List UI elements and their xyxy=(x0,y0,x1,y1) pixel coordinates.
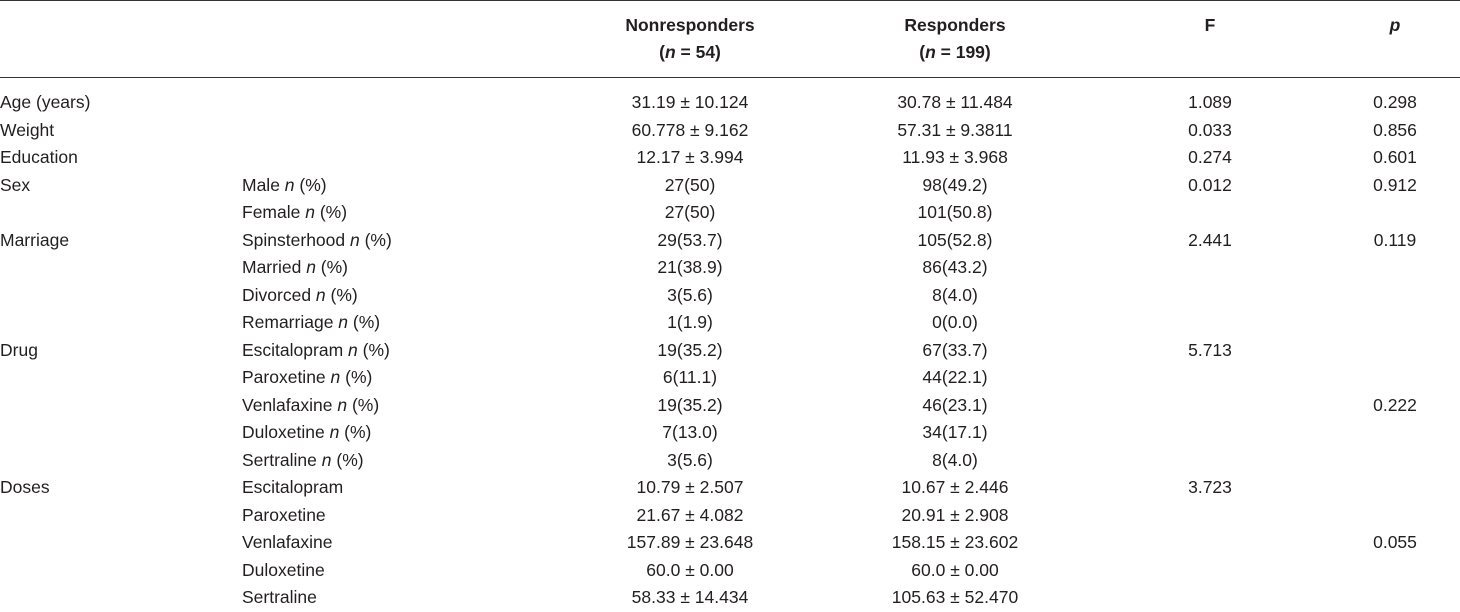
row-p-value: 0.856 xyxy=(1373,119,1417,140)
row-subcategory-n: n xyxy=(305,202,315,222)
header-responders-n-label: n xyxy=(925,42,936,62)
row-responders-value: 105(52.8) xyxy=(917,229,993,250)
row-subcategory-label: Female xyxy=(242,202,306,222)
row-nonresponders-value: 31.19 ± 10.124 xyxy=(631,92,749,112)
row-responders-value: 105.63 ± 52.470 xyxy=(891,587,1019,607)
row-responders-value: 34(17.1) xyxy=(922,422,988,442)
table-row xyxy=(0,172,1460,200)
row-subcategory xyxy=(242,172,542,199)
row-nonresponders-value: 1(1.9) xyxy=(667,312,713,332)
row-nonresponders-value: 27(50) xyxy=(664,174,716,195)
row-nonresponders-value: 3(5.6) xyxy=(667,449,713,470)
row-responders-value: 98(49.2) xyxy=(922,174,988,195)
row-nonresponders-value: 19(35.2) xyxy=(657,394,723,415)
row-subcategory-label: Sertraline xyxy=(242,449,322,470)
row-subcategory-label: Paroxetine xyxy=(242,504,326,525)
row-responders-value: 0(0.0) xyxy=(932,312,978,332)
row-responders-value: 60.0 ± 0.00 xyxy=(911,559,999,580)
row-nonresponders-value: 27(50) xyxy=(664,202,716,222)
table-row xyxy=(0,364,1460,392)
header-responders xyxy=(805,12,1105,66)
header-p-label: p xyxy=(1389,15,1401,35)
header-f: F xyxy=(1204,15,1216,35)
header-responders-title: Responders xyxy=(904,15,1006,35)
table-row xyxy=(0,529,1460,557)
row-subcategory xyxy=(242,227,542,254)
row-responders-value: 8(4.0) xyxy=(932,284,978,305)
header-row xyxy=(0,12,1460,72)
row-subcategory-label: Spinsterhood xyxy=(242,229,350,250)
row-subcategory-n: n xyxy=(306,257,316,277)
row-responders-value: 57.31 ± 9.3811 xyxy=(897,119,1013,140)
row-nonresponders-value: 21.67 ± 4.082 xyxy=(636,504,744,525)
row-p-value: 0.119 xyxy=(1373,229,1417,250)
header-responders-n-value: = 199) xyxy=(935,42,991,62)
header-nonresponders-n-value: = 54) xyxy=(675,42,721,62)
table-body xyxy=(0,89,1460,612)
row-subcategory-n: n xyxy=(329,422,340,442)
table-row xyxy=(0,89,1460,117)
table-row xyxy=(0,282,1460,310)
row-f-value: 0.012 xyxy=(1188,174,1232,195)
row-subcategory-n: n xyxy=(348,339,358,360)
row-subcategory-label: Remarriage xyxy=(242,312,339,332)
row-subcategory-label: Venlafaxine xyxy=(242,532,333,552)
row-subcategory-pct: (%) xyxy=(348,312,381,332)
row-category: Weight xyxy=(0,119,55,140)
row-subcategory-pct: (%) xyxy=(357,339,390,360)
row-responders-value: 101(50.8) xyxy=(917,202,993,222)
row-category: Doses xyxy=(0,477,50,497)
row-responders-value: 11.93 ± 3.968 xyxy=(902,147,1008,167)
row-f-value: 5.713 xyxy=(1188,339,1232,360)
header-nonresponders-n: (n = 54) xyxy=(659,42,721,62)
row-subcategory xyxy=(242,502,542,529)
row-subcategory-label: Male xyxy=(242,174,285,195)
row-subcategory-pct: (%) xyxy=(331,449,364,470)
row-subcategory xyxy=(242,309,542,336)
row-nonresponders-value: 19(35.2) xyxy=(657,339,723,360)
table-row xyxy=(0,502,1460,530)
row-category: Marriage xyxy=(0,229,70,250)
header-rule xyxy=(0,77,1460,78)
row-responders-value: 8(4.0) xyxy=(932,449,978,470)
row-subcategory-label: Sertraline xyxy=(242,587,317,607)
table-row xyxy=(0,254,1460,282)
header-nonresponders xyxy=(540,12,840,66)
row-subcategory-n: n xyxy=(330,367,341,387)
row-subcategory-n: n xyxy=(350,229,360,250)
row-nonresponders-value: 3(5.6) xyxy=(667,284,713,305)
row-category: Sex xyxy=(0,174,31,195)
row-subcategory-n: n xyxy=(338,312,349,332)
table-row xyxy=(0,392,1460,420)
table-row xyxy=(0,199,1460,227)
row-p-value: 0.912 xyxy=(1373,174,1417,195)
row-nonresponders-value: 157.89 ± 23.648 xyxy=(626,532,754,552)
row-subcategory xyxy=(242,529,542,556)
row-subcategory-pct: (%) xyxy=(339,422,372,442)
row-responders-value: 30.78 ± 11.484 xyxy=(897,92,1013,112)
row-nonresponders-value: 21(38.9) xyxy=(657,257,723,277)
row-subcategory-n: n xyxy=(284,174,295,195)
row-subcategory-n: n xyxy=(321,449,332,470)
row-subcategory-n: n xyxy=(337,394,348,415)
row-f-value: 3.723 xyxy=(1188,477,1232,497)
row-nonresponders-value: 7(13.0) xyxy=(662,422,718,442)
row-subcategory xyxy=(242,392,542,419)
row-subcategory-label: Divorced xyxy=(242,284,316,305)
row-f-value: 0.033 xyxy=(1188,119,1232,140)
row-nonresponders-value: 29(53.7) xyxy=(657,229,723,250)
row-subcategory xyxy=(242,337,542,364)
row-subcategory-label: Venlafaxine xyxy=(242,394,338,415)
row-f-value: 1.089 xyxy=(1188,92,1232,112)
row-nonresponders-value: 60.0 ± 0.00 xyxy=(646,559,734,580)
row-subcategory-pct: (%) xyxy=(325,284,358,305)
header-p xyxy=(1345,12,1445,39)
table-row xyxy=(0,337,1460,365)
row-category: Education xyxy=(0,147,78,167)
row-subcategory-label: Escitalopram xyxy=(242,339,349,360)
row-subcategory-pct: (%) xyxy=(315,257,348,277)
row-responders-value: 46(23.1) xyxy=(922,394,988,415)
row-subcategory xyxy=(242,557,542,584)
row-p-value: 0.601 xyxy=(1373,147,1417,167)
header-nonresponders-n-label: n xyxy=(664,42,676,62)
table-row xyxy=(0,447,1460,475)
header-responders-n: (n = 199) xyxy=(919,42,991,62)
row-subcategory xyxy=(242,474,542,501)
row-p-value: 0.222 xyxy=(1373,394,1417,415)
row-nonresponders-value: 12.17 ± 3.994 xyxy=(636,147,744,167)
row-subcategory xyxy=(242,419,542,446)
row-subcategory-pct: (%) xyxy=(314,202,348,222)
row-nonresponders-value: 58.33 ± 14.434 xyxy=(631,587,749,607)
row-subcategory-n: n xyxy=(315,284,326,305)
row-category: Age (years) xyxy=(0,92,91,112)
table-row xyxy=(0,419,1460,447)
row-subcategory-label: Escitalopram xyxy=(242,477,344,497)
row-responders-value: 20.91 ± 2.908 xyxy=(901,504,1009,525)
table-row xyxy=(0,117,1460,145)
row-subcategory xyxy=(242,447,542,474)
row-subcategory-label: Married xyxy=(242,257,307,277)
row-responders-value: 67(33.7) xyxy=(922,339,988,360)
row-subcategory xyxy=(242,584,542,611)
row-p-value: 0.298 xyxy=(1373,92,1417,112)
row-responders-value: 10.67 ± 2.446 xyxy=(901,477,1009,497)
table-row xyxy=(0,557,1460,585)
row-subcategory-label: Duloxetine xyxy=(242,559,325,580)
row-subcategory-label: Paroxetine xyxy=(242,367,331,387)
row-p-value: 0.055 xyxy=(1373,532,1417,552)
row-category: Drug xyxy=(0,339,38,360)
row-subcategory-pct: (%) xyxy=(340,367,373,387)
row-nonresponders-value: 6(11.1) xyxy=(662,367,718,387)
table-row xyxy=(0,227,1460,255)
row-responders-value: 44(22.1) xyxy=(922,367,988,387)
header-nonresponders-title: Nonresponders xyxy=(625,15,755,35)
table-row xyxy=(0,584,1460,612)
row-subcategory-label: Duloxetine xyxy=(242,422,330,442)
row-subcategory-pct: (%) xyxy=(347,394,380,415)
table-row xyxy=(0,474,1460,502)
row-subcategory xyxy=(242,282,542,309)
row-responders-value: 158.15 ± 23.602 xyxy=(891,532,1019,552)
row-subcategory-pct: (%) xyxy=(359,229,392,250)
row-nonresponders-value: 10.79 ± 2.507 xyxy=(636,477,744,497)
table-row xyxy=(0,309,1460,337)
table-row xyxy=(0,144,1460,172)
row-f-value: 2.441 xyxy=(1188,229,1232,250)
row-responders-value: 86(43.2) xyxy=(922,257,988,277)
row-nonresponders-value: 60.778 ± 9.162 xyxy=(631,119,749,140)
row-f-value: 0.274 xyxy=(1188,147,1232,167)
top-rule xyxy=(0,0,1460,1)
row-subcategory xyxy=(242,199,542,226)
row-subcategory xyxy=(242,254,542,281)
row-subcategory-pct: (%) xyxy=(294,174,327,195)
row-subcategory xyxy=(242,364,542,391)
